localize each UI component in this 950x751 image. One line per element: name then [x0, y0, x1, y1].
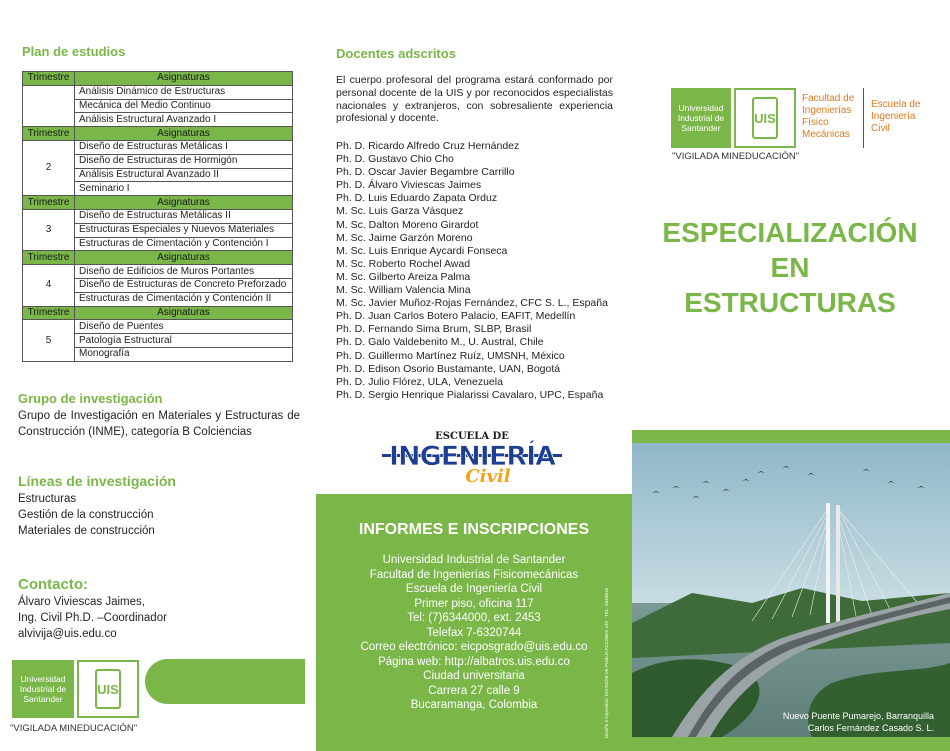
uis-emblem-text: UIS — [95, 669, 121, 709]
term-header: Trimestre — [23, 196, 75, 210]
list-item: M. Sc. Gilberto Areiza Palma — [336, 270, 471, 283]
docentes-list — [336, 140, 608, 402]
decorative-green-bar — [145, 659, 305, 704]
list-item: M. Sc. Javier Muñoz-Rojas Fernández, CFC S. L., España — [336, 297, 608, 310]
term-number — [23, 85, 75, 126]
list-item: Primer piso, oficina 117 — [414, 597, 534, 610]
table-row — [23, 140, 293, 154]
list-item: Ph. D. Sergio Henrique Pialarissi Cavalaro, UPC, España — [336, 388, 604, 401]
subject-cell: Monografía — [75, 347, 293, 361]
list-item: Ph. D. Julio Flórez, ULA, Venezuela — [336, 375, 503, 388]
subject-cell: Diseño de Estructuras de Hormigón — [75, 154, 293, 168]
table-row — [23, 209, 293, 223]
list-item: Ph. D. Gustavo Chio Cho — [336, 153, 454, 166]
list-item: Carrera 27 calle 9 — [428, 684, 520, 697]
bridge-pylon — [826, 503, 830, 623]
uis-logo-name: Universidad Industrial de Santander — [12, 660, 74, 718]
subject-cell: Diseño de Estructuras Metálicas II — [75, 209, 293, 223]
table-row — [23, 320, 293, 334]
uis-logo — [12, 660, 139, 718]
list-item: Ph. D. Galo Valdebenito M., U. Austral, Chile — [336, 336, 544, 349]
photo-caption-title: Nuevo Puente Pumarejo, Barranquilla — [782, 711, 934, 721]
uis-emblem-icon — [734, 88, 796, 148]
table-header-row — [23, 251, 293, 265]
subject-cell: Análisis Dinámico de Estructuras — [75, 85, 293, 99]
list-item: M. Sc. Luis Garza Vásquez — [336, 205, 464, 218]
study-plan-table — [22, 71, 293, 362]
escuela-ingenieria-civil-logo — [380, 427, 564, 487]
logo-divider — [863, 88, 864, 148]
list-item: M. Sc. William Valencia Mina — [336, 284, 471, 297]
list-item: Estructuras — [18, 493, 77, 505]
uis-emblem-text: UIS — [752, 97, 778, 139]
list-item: Tel: (7)6344000, ext. 2453 — [407, 612, 541, 624]
list-item: Ph. D. Fernando Sima Brum, SLBP, Brasil — [336, 323, 532, 336]
informes-title: INFORMES E INSCRIPCIONES — [358, 521, 590, 538]
main-title-line: ESPECIALIZACIÓN — [662, 217, 918, 248]
plan-title: Plan de estudios — [22, 44, 126, 59]
subjects-header: Asignaturas — [75, 196, 293, 210]
list-item: Ph. D. Edison Osorio Bustamante, UAN, Bogotá — [336, 362, 561, 375]
list-item: M. Sc. Roberto Rochel Awad — [336, 257, 471, 270]
list-item: Ph. D. Juan Carlos Botero Palacio, EAFIT, Medellín — [336, 310, 576, 323]
list-item: Ph. D. Guillermo Martínez Ruíz, UMSNH, México — [336, 349, 565, 362]
research-group-text: Grupo de Investigación en Materiales y Estructuras de Construcción (INME), categoría B Colciencias — [18, 410, 300, 438]
research-group-title: Grupo de investigación — [18, 391, 163, 406]
subject-cell: Seminario I — [75, 182, 293, 196]
list-item: Ph. D. Oscar Javier Begambre Carrillo — [336, 166, 515, 179]
main-title-line: EN — [770, 252, 810, 283]
subject-cell: Diseño de Estructuras de Concreto Preforzado — [75, 278, 293, 292]
list-item: Ciudad universitaria — [423, 670, 525, 682]
docentes-title: Docentes adscritos — [336, 46, 456, 61]
contact-title: Contacto: — [18, 576, 88, 593]
contact-list — [18, 594, 167, 642]
logo-script-text: Civil — [465, 466, 511, 487]
subjects-header: Asignaturas — [75, 72, 293, 86]
term-number: 2 — [23, 140, 75, 195]
main-title — [640, 215, 940, 320]
logo-main-text: INGENIERÍA — [388, 441, 556, 472]
uis-logo-name: Universidad Industrial de Santander — [671, 88, 731, 148]
list-item: Ph. D. Álvaro Viviescas Jaimes — [336, 179, 482, 192]
term-header: Trimestre — [23, 127, 75, 141]
bridge-pylon — [836, 505, 840, 623]
subject-cell: Estructuras de Cimentación y Contención I — [75, 237, 293, 251]
subjects-header: Asignaturas — [75, 306, 293, 320]
list-item: M. Sc. Jaime Garzón Moreno — [336, 231, 473, 244]
decorative-green-bar — [632, 430, 950, 443]
bridge-photo — [632, 443, 950, 737]
subject-cell: Patología Estructural — [75, 334, 293, 348]
informes-box — [316, 494, 632, 751]
logo-top-text: ESCUELA DE — [435, 431, 509, 442]
list-item: Gestión de la construcción — [18, 509, 154, 521]
term-number: 4 — [23, 265, 75, 306]
docentes-intro: El cuerpo profesoral del programa estará conformado por personal docente de la UIS y por reconocidos especialistas nacionales y extranjeros, con sobresaliente experiencia profesional y docente. — [336, 74, 613, 125]
table-header-row — [23, 127, 293, 141]
list-item: M. Sc. Dalton Moreno Girardot — [336, 218, 479, 231]
contact-role: Ing. Civil Ph.D. –Coordinador — [18, 612, 167, 624]
table-row — [23, 85, 293, 99]
term-header: Trimestre — [23, 306, 75, 320]
subjects-header: Asignaturas — [75, 127, 293, 141]
contact-email[interactable]: alvivija@uis.edu.co — [18, 628, 117, 640]
list-item: Página web: http://albatros.uis.edu.co — [378, 655, 570, 668]
subject-cell: Estructuras Especiales y Nuevos Materiales — [75, 223, 293, 237]
list-item: Escuela de Ingeniería Civil — [405, 583, 543, 595]
research-lines-title: Líneas de investigación — [18, 473, 176, 489]
list-item: Bucaramanga, Colombia — [410, 699, 538, 711]
vigilada-slogan: "VIGILADA MINEDUCACIÓN" — [10, 723, 138, 734]
table-header-row — [23, 306, 293, 320]
list-item: Facultad de Ingenierías Fisicomecánicas — [369, 568, 579, 581]
uis-emblem-icon — [77, 660, 139, 718]
list-item: Materiales de construcción — [18, 525, 155, 537]
vigilada-slogan: "VIGILADA MINEDUCACIÓN" — [672, 151, 800, 162]
decorative-green-bar — [632, 737, 950, 751]
table-row — [23, 265, 293, 279]
list-item: Telefax 7-6320744 — [426, 626, 522, 639]
print-credit-text: Diseño e impresión: DIVISIÓN DE PUBLICACIONES UIS · TEL. 6344616 — [604, 587, 609, 738]
list-item: Ph. D. Luis Eduardo Zapata Orduz — [336, 192, 498, 205]
term-number: 5 — [23, 320, 75, 361]
list-item: Correo electrónico: eicposgrado@uis.edu.co — [360, 641, 588, 653]
subject-cell: Diseño de Puentes — [75, 320, 293, 334]
uis-logo — [671, 88, 796, 148]
photo-caption — [640, 710, 934, 734]
contact-name: Álvaro Viviescas Jaimes, — [18, 596, 145, 608]
informes-list — [316, 553, 632, 713]
school-name: Escuela de Ingeniería Civil — [871, 99, 921, 134]
photo-credit: Carlos Fernández Casado S. L. — [807, 723, 934, 733]
list-item: Universidad Industrial de Santander — [382, 554, 566, 566]
list-item: Ph. D. Ricardo Alfredo Cruz Hernández — [336, 140, 520, 152]
subject-cell: Diseño de Estructuras Metálicas I — [75, 140, 293, 154]
subject-cell: Mecánica del Medio Continuo — [75, 99, 293, 113]
term-number: 3 — [23, 209, 75, 250]
faculty-name: Facultad de Ingenierías Físico Mecánicas — [802, 93, 855, 140]
term-header: Trimestre — [23, 72, 75, 86]
term-header: Trimestre — [23, 251, 75, 265]
main-title-line: ESTRUCTURAS — [684, 287, 896, 318]
subject-cell: Estructuras de Cimentación y Contención II — [75, 292, 293, 306]
subjects-header: Asignaturas — [75, 251, 293, 265]
table-header-row — [23, 196, 293, 210]
list-item: M. Sc. Luis Enrique Aycardi Fonseca — [336, 244, 508, 257]
table-header-row — [23, 72, 293, 86]
subject-cell: Diseño de Edificios de Muros Portantes — [75, 265, 293, 279]
subject-cell: Análisis Estructural Avanzado II — [75, 168, 293, 182]
research-lines-list — [18, 491, 155, 539]
print-credit — [600, 560, 612, 740]
subject-cell: Análisis Estructural Avanzado I — [75, 113, 293, 127]
